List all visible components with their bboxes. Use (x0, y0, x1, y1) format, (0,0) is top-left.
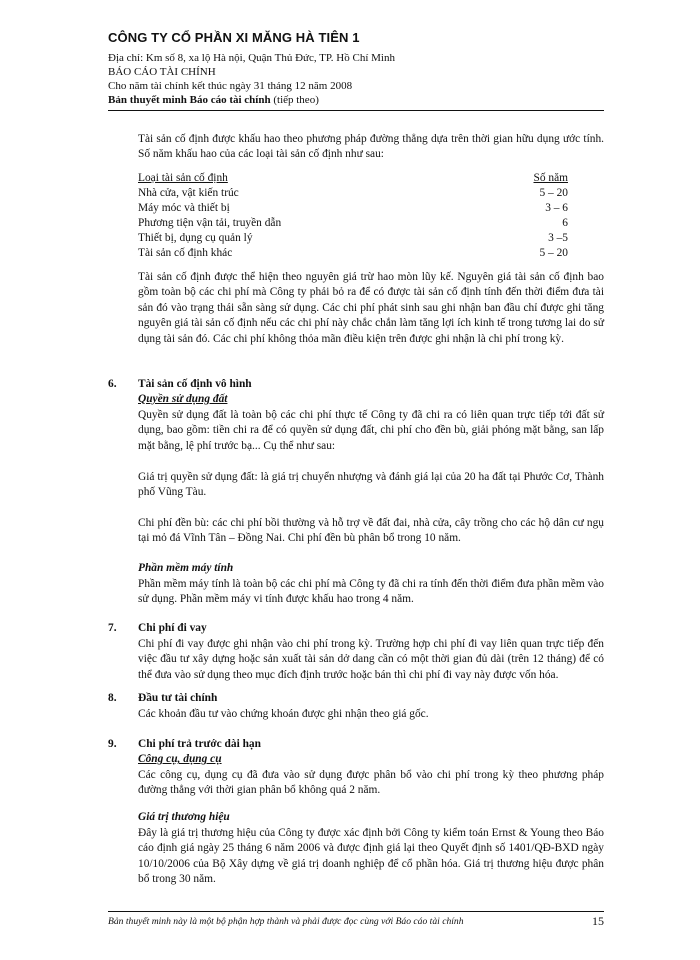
section-8-title: Đầu tư tài chính (138, 692, 218, 704)
software-paragraph: Phần mềm máy tính là toàn bộ các chi phí mà Công ty đã chi ra tính đến thời điểm đưa phần mềm vào sử dụng. Phần mềm máy vi tính được khấu hao trong 4 năm. (138, 578, 604, 606)
page-number: 15 (592, 914, 604, 928)
report-title: BÁO CÁO TÀI CHÍNH (108, 66, 216, 78)
row-value: 3 – 6 (545, 202, 568, 214)
depreciation-intro: Tài sản cố định được khấu hao theo phương pháp đường thẳng dựa trên thời gian hữu dụng ước tính. Số năm khấu hao của các loại tài sản cố định như sau: (138, 133, 604, 161)
section-7-number: 7. (108, 622, 117, 634)
company-name: CÔNG TY CỔ PHẦN XI MĂNG HÀ TIÊN 1 (108, 30, 360, 45)
table-row (138, 231, 568, 246)
section-7-title: Chi phí đi vay (138, 622, 207, 634)
table-col-value: Số năm (533, 172, 568, 184)
row-value: 3 –5 (548, 232, 568, 244)
table-row (138, 216, 568, 231)
notes-heading (108, 94, 319, 107)
brand-value-paragraph: Đây là giá trị thương hiệu của Công ty được xác định bởi Công ty kiểm toán Ernst & Young theo Báo cáo định giá ngày 25 tháng 6 năm 2006 và được định giá lại theo Quyết định số 1401/QĐ-BXD ngày 10/10/2006 của Bộ Xây dựng về giá trị doanh nghiệp để cổ phần hóa. Giá trị thương hiệu được phân bổ trong 30 năm. (138, 827, 604, 886)
section-6-title: Tài sản cố định vô hình (138, 378, 252, 390)
report-period: Cho năm tài chính kết thúc ngày 31 tháng 12 năm 2008 (108, 80, 353, 92)
land-value-paragraph: Giá trị quyền sử dụng đất: là giá trị chuyển nhượng và đánh giá lại của 20 ha đất tại Phước Cơ, Thành phố Vũng Tàu. (138, 471, 604, 499)
land-use-paragraph: Quyền sử dụng đất là toàn bộ các chi phí thực tế Công ty đã chi ra có liên quan trực tiếp tới đất sử dụng, bao gồm: tiền chi ra để có quyền sử dụng đất, chi phí cho đền bù, giải phóng mặt bằng, san lấp mặt bằng, lệ phí trước bạ... Cụ thể như sau: (138, 409, 604, 452)
section-9-number: 9. (108, 738, 117, 750)
footer-note: Bản thuyết minh này là một bộ phận hợp thành và phải được đọc cùng với Báo cáo tài chính (108, 916, 464, 927)
row-label: Máy móc và thiết bị (138, 202, 230, 214)
table-header (138, 171, 568, 186)
land-use-subtitle: Quyền sử dụng đất (138, 393, 228, 405)
header-rule (108, 110, 604, 111)
row-label: Tài sản cố định khác (138, 247, 233, 259)
company-address: Địa chỉ: Km số 8, xa lộ Hà nội, Quận Thủ Đức, TP. Hồ Chí Minh (108, 52, 395, 64)
tools-paragraph: Các công cụ, dụng cụ đã đưa vào sử dụng được phân bổ vào chi phí trong kỳ theo phương pháp đường thẳng với thời gian phân bổ không quá 2 năm. (138, 769, 604, 797)
table-col-label: Loại tài sản cố định (138, 172, 228, 184)
row-label: Nhà cửa, vật kiến trúc (138, 187, 239, 199)
footer-rule (108, 911, 604, 912)
table-row (138, 186, 568, 201)
section-6-number: 6. (108, 378, 117, 390)
section-8-number: 8. (108, 692, 117, 704)
row-label: Thiết bị, dụng cụ quản lý (138, 232, 253, 244)
notes-heading-bold: Bản thuyết minh Báo cáo tài chính (108, 94, 271, 106)
tools-subtitle: Công cụ, dụng cụ (138, 753, 222, 765)
row-label: Phương tiện vận tải, truyền dẫn (138, 217, 282, 229)
section-9-title: Chi phí trả trước dài hạn (138, 738, 261, 750)
cost-paragraph: Tài sản cố định được thể hiện theo nguyên giá trừ hao mòn lũy kế. Nguyên giá tài sản cố định bao gồm toàn bộ các chi phí mà Công ty phải bỏ ra để có được tài sản cố định tính đến thời điểm đưa tài sản đó vào trạng thái sẵn sàng sử dụng. Các chi phí phát sinh sau ghi nhận ban đầu chỉ được ghi tăng nguyên giá tài sản cố định nếu các chi phí này chắc chắn làm tăng lợi ích kinh tế trong tương lai do sử dụng tài sản đó. Các chi phí không thỏa mãn điều kiện trên được ghi nhận là chi phí trong kỳ. (138, 271, 604, 345)
row-value: 5 – 20 (539, 247, 568, 259)
table-row (138, 246, 568, 261)
table-row (138, 201, 568, 216)
compensation-paragraph: Chi phí đền bù: các chi phí bồi thường và hỗ trợ về đất đai, nhà cửa, cây trồng cho các hộ dân cư ngụ tại mỏ đá Vĩnh Tân – Đồng Nai. Chi phí đền bù phân bổ trong 10 năm. (138, 517, 604, 545)
row-value: 5 – 20 (539, 187, 568, 199)
row-value: 6 (562, 217, 568, 229)
borrowing-cost-paragraph: Chi phí đi vay được ghi nhận vào chi phí trong kỳ. Trường hợp chi phí đi vay liên quan trực tiếp đến việc đầu tư xây dựng hoặc sản xuất tài sản dở dang cần có một thời gian đủ dài (trên 12 tháng) để có thể đưa vào sử dụng theo mục đích định trước hoặc bán thì chi phí đi vay này được vốn hóa. (138, 638, 604, 681)
brand-value-subtitle: Giá trị thương hiệu (138, 811, 230, 823)
investment-paragraph: Các khoản đầu tư vào chứng khoán được ghi nhận theo giá gốc. (138, 708, 429, 720)
software-subtitle: Phần mềm máy tính (138, 562, 234, 574)
notes-heading-cont: (tiếp theo) (270, 94, 319, 106)
